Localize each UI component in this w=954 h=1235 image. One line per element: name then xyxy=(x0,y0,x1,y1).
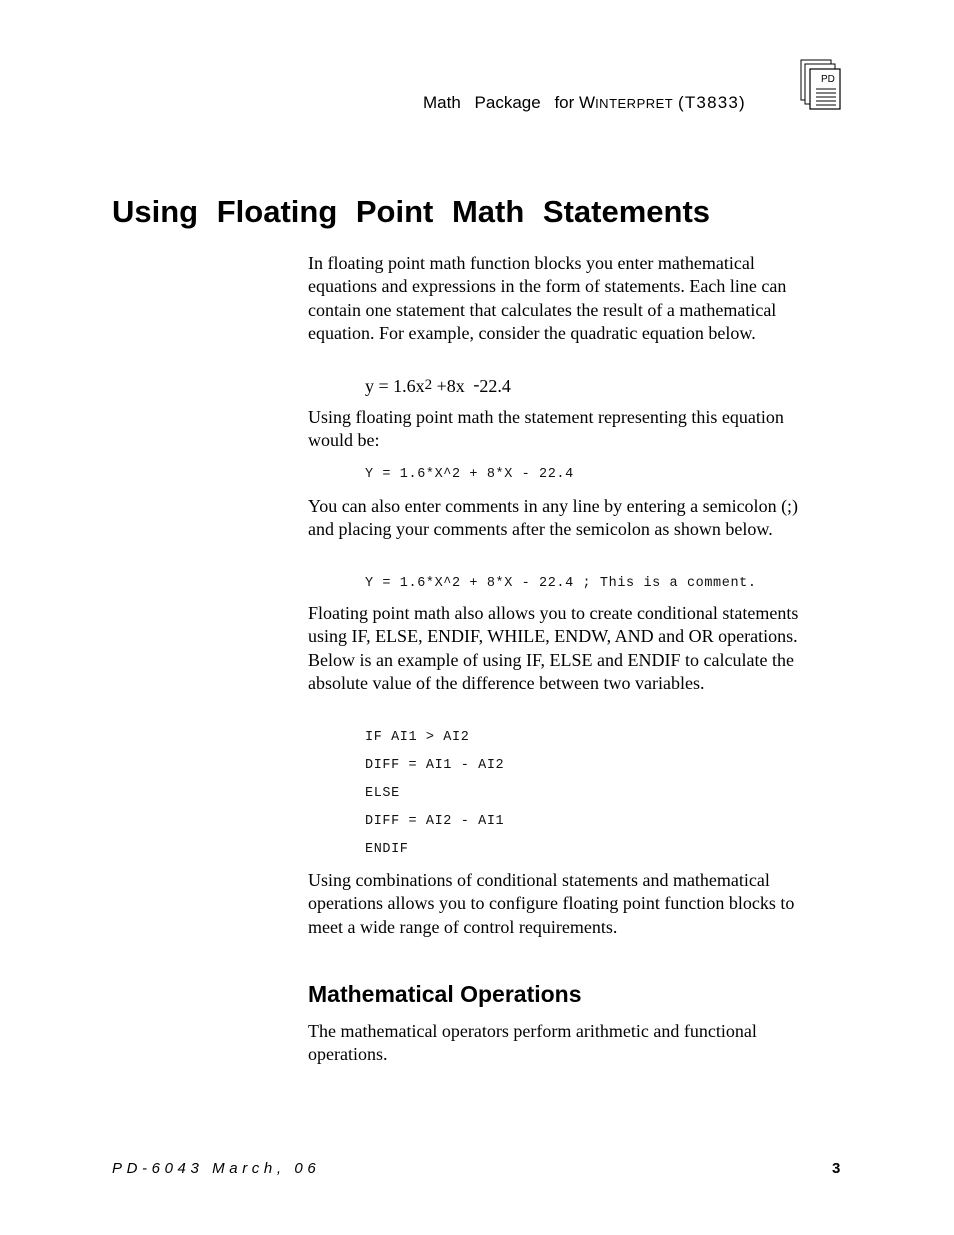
quadratic-equation xyxy=(365,376,511,397)
equation-minus: - xyxy=(473,374,480,394)
logo-text: PD xyxy=(821,74,835,85)
code-example-1: Y = 1.6*X^2 + 8*X - 22.4 xyxy=(365,467,574,482)
page-title: Using Floating Point Math Statements xyxy=(112,194,711,229)
header-model: (T3833) xyxy=(677,93,746,112)
header-word-package: Package xyxy=(474,93,541,112)
code-line: DIFF = AI2 - AI1 xyxy=(365,814,505,829)
equation-exponent: 2 xyxy=(424,377,433,393)
running-header xyxy=(423,93,783,113)
equation-rhs: 22.4 xyxy=(479,376,511,396)
code-example-2: Y = 1.6*X^2 + 8*X - 22.4 ; This is a comment. xyxy=(365,576,757,591)
header-brand-rest: INTERPRET xyxy=(595,96,674,111)
paragraph-combinations: Using combinations of conditional statements and mathematical operations allows you to configure floating point function blocks to meet a wide range of control requirements. xyxy=(308,870,795,937)
equation-lhs: y = 1.6x xyxy=(365,376,425,396)
footer-doc-id: PD-6043 March, 06 xyxy=(112,1160,321,1177)
pd-document-logo-icon xyxy=(800,59,842,111)
paragraph-conditional: Floating point math also allows you to create conditional statements using IF, ELSE, ENDIF, WHILE, ENDW, AND and OR operations. Below is an example of using IF, ELSE and ENDIF to calculate the absolute value of the difference between two variables. xyxy=(308,603,799,694)
paragraph-comments: You can also enter comments in any line by entering a semicolon (;) and placing your comments after the semicolon as shown below. xyxy=(308,496,799,540)
header-word-for: for xyxy=(554,93,575,112)
section-heading: Mathematical Operations xyxy=(308,981,582,1007)
paragraph-operators: The mathematical operators perform arithmetic and functional operations. xyxy=(308,1021,757,1065)
header-word-math: Math xyxy=(423,93,461,112)
paragraph-statement: Using floating point math the statement representing this equation would be: xyxy=(308,407,784,451)
paragraph-intro: In floating point math function blocks you enter mathematical equations and expressions in the form of statements. Each line can contain one statement that calculates the result of a mathematical equation. For example, consider the quadratic equation below. xyxy=(308,253,787,344)
code-line: ELSE xyxy=(365,786,400,801)
equation-mid: +8x xyxy=(436,376,470,396)
code-line: IF AI1 > AI2 xyxy=(365,730,470,745)
footer-page-number: 3 xyxy=(832,1160,841,1177)
code-line: DIFF = AI1 - AI2 xyxy=(365,758,505,773)
header-brand-initial: W xyxy=(579,93,596,112)
code-line: ENDIF xyxy=(365,842,409,857)
